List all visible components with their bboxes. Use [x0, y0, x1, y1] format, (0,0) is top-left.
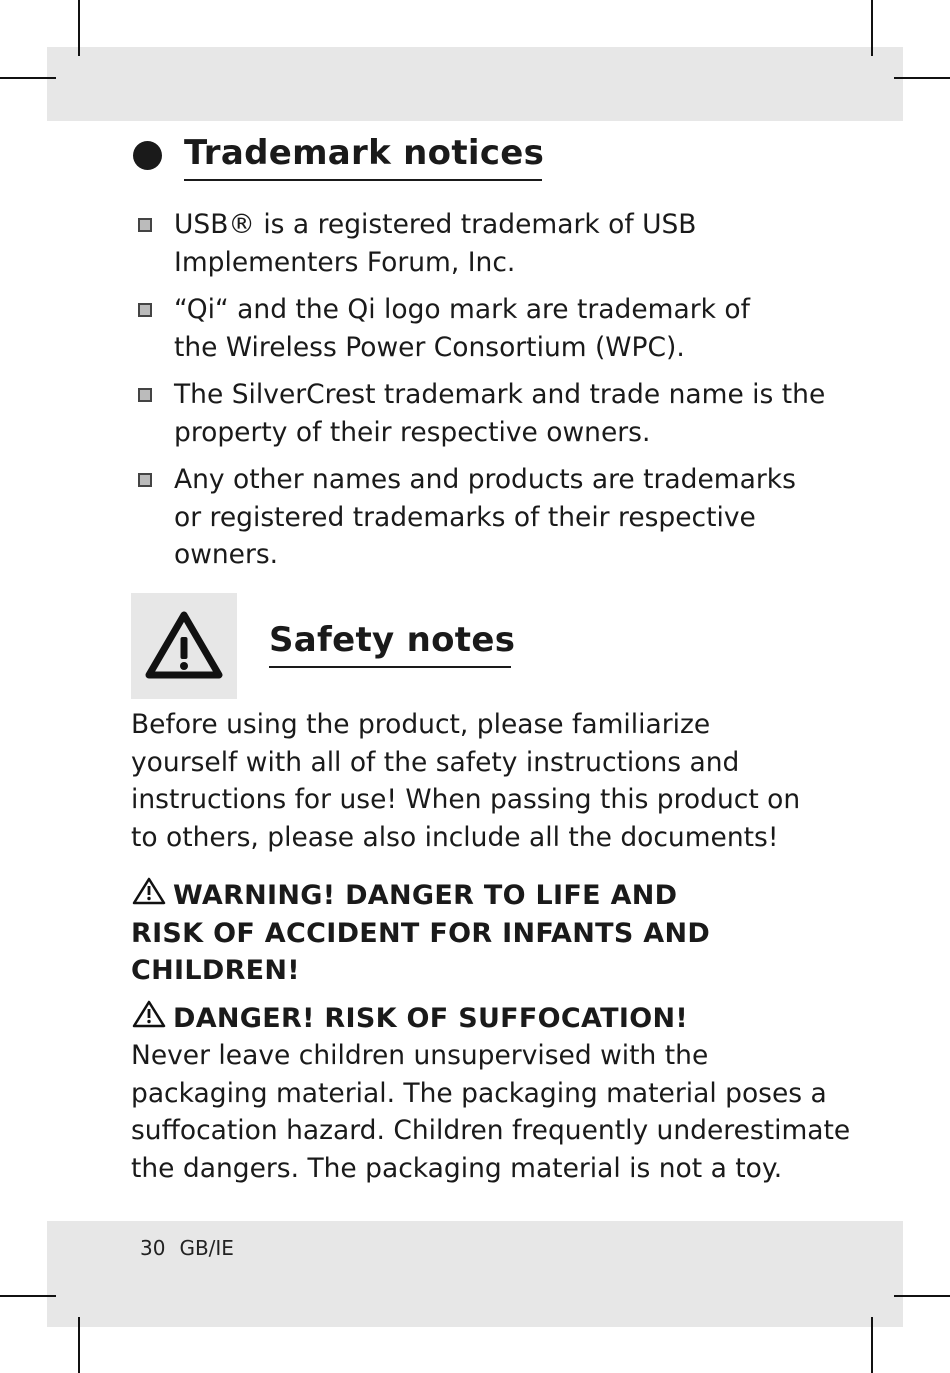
warning-alert: WARNING! DANGER TO LIFE AND RISK OF ACCIDENT FOR INFANTS AND CHILDREN!	[131, 876, 831, 990]
crop-mark	[894, 77, 950, 79]
section-bullet-icon	[133, 141, 162, 170]
crop-mark	[78, 0, 80, 56]
warning-triangle-icon	[131, 999, 167, 1029]
trademark-heading: Trademark notices	[184, 133, 545, 173]
heading-underline	[269, 666, 511, 668]
locale-label: GB/IE	[179, 1236, 234, 1260]
crop-mark	[871, 0, 873, 56]
page-footer	[140, 1236, 234, 1260]
danger-alert: DANGER! RISK OF SUFFOCATION!	[131, 999, 831, 1038]
crop-mark	[871, 1317, 873, 1373]
danger-text: Never leave children unsupervised with the packaging material. The packaging material poses a suffocation hazard. Children frequently underestimate the dangers. The packaging material is not a toy.	[131, 1040, 851, 1184]
crop-mark	[78, 1317, 80, 1373]
square-bullet-icon	[138, 473, 152, 487]
crop-mark	[0, 77, 56, 79]
list-item: USB® is a registered trademark of USB Implementers Forum, Inc.	[138, 206, 818, 281]
trademark-list	[138, 206, 826, 584]
heading-underline	[184, 179, 542, 181]
square-bullet-icon	[138, 303, 152, 317]
header-band	[47, 47, 903, 121]
warning-triangle-icon	[131, 876, 167, 906]
list-item: Any other names and products are trademarks or registered trademarks of their respective owners.	[138, 461, 818, 574]
square-bullet-icon	[138, 388, 152, 402]
list-item: “Qi“ and the Qi logo mark are trademark of the Wireless Power Consortium (WPC).	[138, 291, 818, 366]
safety-heading: Safety notes	[269, 620, 516, 660]
crop-mark	[894, 1295, 950, 1297]
warning-icon-box	[131, 593, 237, 699]
warning-triangle-icon	[131, 593, 237, 699]
square-bullet-icon	[138, 218, 152, 232]
safety-intro: Before using the product, please familiarize yourself with all of the safety instructions and instructions for use! When passing this product on to others, please also include all the documents!	[131, 709, 801, 853]
crop-mark	[0, 1295, 56, 1297]
list-item: The SilverCrest trademark and trade name is the property of their respective owners.	[138, 376, 818, 451]
page-number: 30	[140, 1236, 166, 1260]
